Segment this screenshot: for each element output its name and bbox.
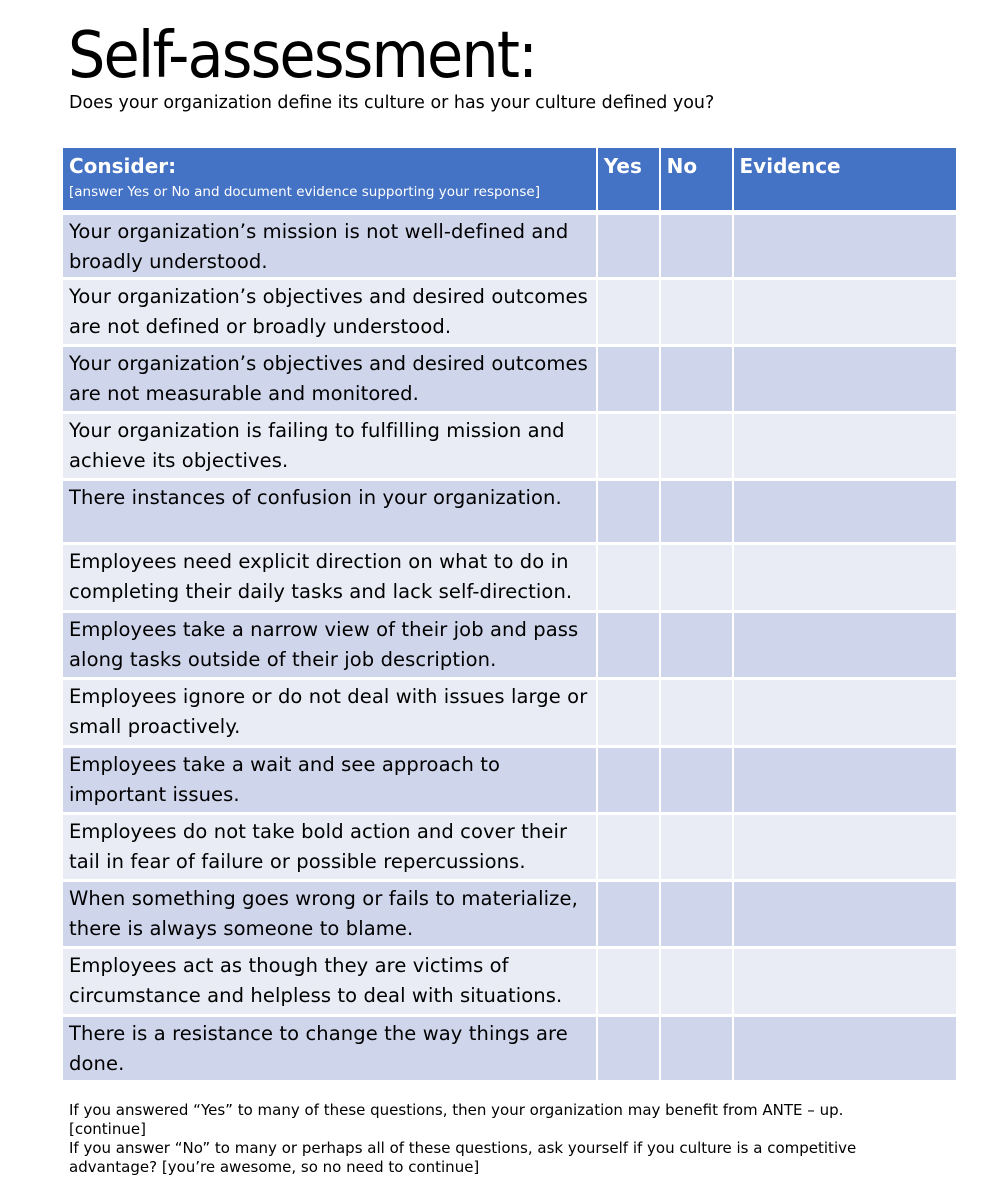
yes-cell[interactable]	[598, 347, 659, 411]
no-cell[interactable]	[661, 748, 732, 812]
yes-cell[interactable]	[598, 280, 659, 344]
yes-cell[interactable]	[598, 748, 659, 812]
no-cell[interactable]	[661, 280, 732, 344]
evidence-cell[interactable]	[734, 414, 956, 478]
yes-cell[interactable]	[598, 613, 659, 677]
table-header-row	[63, 148, 956, 210]
statement-cell: When something goes wrong or fails to materialize, there is always someone to blame.	[63, 882, 596, 946]
header-yes: Yes	[598, 148, 659, 210]
consider-instructions: [answer Yes or No and document evidence supporting your response]	[69, 184, 540, 200]
statement-cell: Your organization’s objectives and desired outcomes are not defined or broadly understood.	[63, 280, 596, 344]
evidence-cell[interactable]	[734, 882, 956, 946]
table-row	[63, 545, 956, 610]
yes-cell[interactable]	[598, 481, 659, 542]
evidence-cell[interactable]	[734, 949, 956, 1014]
evidence-cell[interactable]	[734, 215, 956, 277]
statement-cell: Employees do not take bold action and cover their tail in fear of failure or possible repercussions.	[63, 815, 596, 879]
evidence-cell[interactable]	[734, 545, 956, 610]
header-consider	[63, 148, 596, 210]
consider-label: Consider:	[69, 154, 177, 178]
no-cell[interactable]	[661, 347, 732, 411]
page-subtitle: Does your organization define its culture or has your culture defined you?	[69, 92, 715, 113]
table-row	[63, 949, 956, 1014]
table-row	[63, 613, 956, 677]
evidence-cell[interactable]	[734, 481, 956, 542]
footer-notes	[69, 1101, 949, 1177]
table-body	[63, 215, 956, 1080]
no-cell[interactable]	[661, 545, 732, 610]
table-row	[63, 882, 956, 946]
yes-note: If you answered “Yes” to many of these questions, then your organization may benefit from ANTE – up.	[69, 1101, 844, 1119]
no-cell[interactable]	[661, 949, 732, 1014]
evidence-cell[interactable]	[734, 613, 956, 677]
yes-cell[interactable]	[598, 414, 659, 478]
evidence-cell[interactable]	[734, 280, 956, 344]
yes-cell[interactable]	[598, 882, 659, 946]
table-row	[63, 215, 956, 277]
statement-cell: There instances of confusion in your organization.	[63, 481, 596, 542]
table-row	[63, 414, 956, 478]
header-no: No	[661, 148, 732, 210]
statement-cell: Your organization is failing to fulfilling mission and achieve its objectives.	[63, 414, 596, 478]
yes-cell[interactable]	[598, 1017, 659, 1080]
no-cell[interactable]	[661, 1017, 732, 1080]
evidence-cell[interactable]	[734, 815, 956, 879]
statement-cell: Employees take a narrow view of their job and pass along tasks outside of their job description.	[63, 613, 596, 677]
statement-cell: Employees need explicit direction on what to do in completing their daily tasks and lack self-direction.	[63, 545, 596, 610]
no-cell[interactable]	[661, 215, 732, 277]
yes-cell[interactable]	[598, 815, 659, 879]
table-row	[63, 1017, 956, 1080]
statement-cell: Employees act as though they are victims of circumstance and helpless to deal with situations.	[63, 949, 596, 1014]
table-row	[63, 347, 956, 411]
statement-cell: Your organization’s mission is not well-defined and broadly understood.	[63, 215, 596, 277]
yes-cell[interactable]	[598, 215, 659, 277]
continue-link[interactable]: [continue]	[69, 1120, 146, 1138]
yes-cell[interactable]	[598, 545, 659, 610]
no-note: If you answer “No” to many or perhaps all of these questions, ask yourself if you culture is a competitive advantage? [you’re awesome, so no need to continue]	[69, 1139, 857, 1176]
evidence-cell[interactable]	[734, 1017, 956, 1080]
yes-cell[interactable]	[598, 680, 659, 745]
evidence-cell[interactable]	[734, 680, 956, 745]
table-row	[63, 280, 956, 344]
assessment-table	[63, 148, 956, 1083]
evidence-cell[interactable]	[734, 347, 956, 411]
evidence-cell[interactable]	[734, 748, 956, 812]
header-evidence: Evidence	[734, 148, 957, 210]
table-row	[63, 680, 956, 745]
statement-cell: Your organization’s objectives and desired outcomes are not measurable and monitored.	[63, 347, 596, 411]
no-cell[interactable]	[661, 414, 732, 478]
statement-cell: Employees ignore or do not deal with issues large or small proactively.	[63, 680, 596, 745]
table-row	[63, 481, 956, 542]
table-row	[63, 815, 956, 879]
statement-cell: There is a resistance to change the way things are done.	[63, 1017, 596, 1080]
statement-cell: Employees take a wait and see approach to important issues.	[63, 748, 596, 812]
no-cell[interactable]	[661, 680, 732, 745]
no-cell[interactable]	[661, 882, 732, 946]
page-title: Self-assessment:	[68, 19, 537, 93]
no-cell[interactable]	[661, 815, 732, 879]
table-row	[63, 748, 956, 812]
no-cell[interactable]	[661, 613, 732, 677]
yes-cell[interactable]	[598, 949, 659, 1014]
no-cell[interactable]	[661, 481, 732, 542]
